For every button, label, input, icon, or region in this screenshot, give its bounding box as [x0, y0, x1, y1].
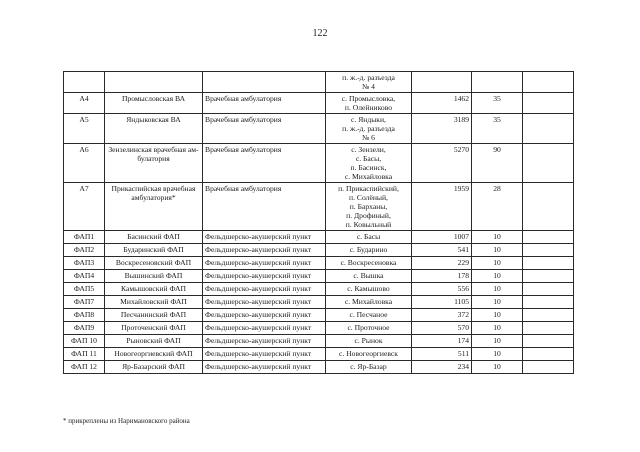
served-places: [326, 270, 412, 283]
served-places-line: № 4: [362, 82, 375, 91]
table-row: [64, 335, 574, 348]
capacity: 10: [472, 296, 523, 309]
served-places-line: с. Промысловка,: [341, 94, 396, 103]
facilities-table: [63, 71, 574, 374]
population: 1959: [412, 183, 472, 231]
facility-name: [105, 361, 203, 374]
facility-type: [203, 72, 326, 93]
facility-name: [105, 244, 203, 257]
capacity: [472, 72, 523, 93]
facility-type: Врачебная амбулатория: [203, 144, 326, 183]
facility-name-line: Басинский ФАП: [127, 232, 180, 241]
facility-type: Фельдшерско-акушерский пункт: [203, 257, 326, 270]
served-places-line: п. ж.-д. разъезда: [342, 73, 395, 82]
facility-code: А6: [64, 144, 105, 183]
served-places-line: с. Бударино: [349, 245, 388, 254]
facility-name-line: Новогеоргиевский ФАП: [114, 349, 193, 358]
table-row: [64, 296, 574, 309]
facility-type: Врачебная амбулатория: [203, 93, 326, 114]
capacity: 35: [472, 114, 523, 144]
facility-name-line: Песчанинский ФАП: [120, 310, 187, 319]
served-places: [326, 93, 412, 114]
population: 1105: [412, 296, 472, 309]
facility-name: [105, 72, 203, 93]
population: 372: [412, 309, 472, 322]
served-places: [326, 296, 412, 309]
facility-code: ФАП 12: [64, 361, 105, 374]
capacity: 10: [472, 231, 523, 244]
served-places-line: п. Солёный,: [349, 193, 388, 202]
facility-name-line: Проточенский ФАП: [121, 323, 186, 332]
population: 174: [412, 335, 472, 348]
facility-name-line: Бударинский ФАП: [123, 245, 184, 254]
empty-cell: [523, 183, 574, 231]
served-places: [326, 183, 412, 231]
table-row: [64, 93, 574, 114]
served-places: [326, 231, 412, 244]
facility-name: [105, 144, 203, 183]
page-number: 122: [312, 28, 328, 39]
table-row: [64, 348, 574, 361]
facility-type: Фельдшерско-акушерский пункт: [203, 244, 326, 257]
empty-cell: [523, 114, 574, 144]
empty-cell: [523, 309, 574, 322]
served-places-line: п. ж.-д. разъезда: [342, 124, 395, 133]
table-row: [64, 231, 574, 244]
facility-name-line: амбулатория*: [131, 193, 176, 202]
table-row: [64, 144, 574, 183]
facility-name: [105, 270, 203, 283]
population: [412, 72, 472, 93]
facility-type: Фельдшерско-акушерский пункт: [203, 335, 326, 348]
served-places-line: № 6: [362, 133, 375, 142]
table-row: [64, 361, 574, 374]
empty-cell: [523, 283, 574, 296]
served-places-line: с. Воскресеновка: [340, 258, 397, 267]
served-places-line: с. Михайловка: [344, 297, 393, 306]
population: 234: [412, 361, 472, 374]
facility-type: Фельдшерско-акушерский пункт: [203, 296, 326, 309]
served-places: [326, 114, 412, 144]
facility-code: ФАП3: [64, 257, 105, 270]
population: 5270: [412, 144, 472, 183]
population: 1462: [412, 93, 472, 114]
facility-code: ФАП 11: [64, 348, 105, 361]
table-row: [64, 257, 574, 270]
population: 178: [412, 270, 472, 283]
empty-cell: [523, 270, 574, 283]
facility-name: [105, 257, 203, 270]
facility-code: ФАП5: [64, 283, 105, 296]
served-places: [326, 322, 412, 335]
empty-cell: [523, 144, 574, 183]
facility-code: А5: [64, 114, 105, 144]
population: 3189: [412, 114, 472, 144]
facility-name-line: Камышовский ФАП: [120, 284, 186, 293]
facility-name-line: Воскресеновский ФАП: [115, 258, 192, 267]
empty-cell: [523, 93, 574, 114]
facility-code: ФАП7: [64, 296, 105, 309]
served-places-line: с. Песчаное: [349, 310, 388, 319]
facility-name: [105, 231, 203, 244]
population: 1007: [412, 231, 472, 244]
capacity: 10: [472, 348, 523, 361]
footnote: * прикреплены из Наримановского района: [63, 417, 190, 425]
facility-name: [105, 348, 203, 361]
served-places-line: п. Прикаспийский,: [338, 184, 399, 193]
served-places: [326, 244, 412, 257]
capacity: 10: [472, 361, 523, 374]
served-places: [326, 348, 412, 361]
facility-name: [105, 93, 203, 114]
capacity: 35: [472, 93, 523, 114]
capacity: 10: [472, 244, 523, 257]
facility-code: ФАП2: [64, 244, 105, 257]
served-places-line: п. Басинск,: [350, 163, 387, 172]
facility-code: ФАП8: [64, 309, 105, 322]
empty-cell: [523, 231, 574, 244]
served-places-line: с. Зензели,: [351, 145, 386, 154]
capacity: 10: [472, 270, 523, 283]
facility-name: [105, 183, 203, 231]
facility-name: [105, 335, 203, 348]
facility-code: ФАП9: [64, 322, 105, 335]
capacity: 28: [472, 183, 523, 231]
facility-type: Врачебная амбулатория: [203, 183, 326, 231]
facility-code: ФАП 10: [64, 335, 105, 348]
facility-name-line: булатория: [137, 154, 170, 163]
facility-name-line: Михайловский ФАП: [120, 297, 187, 306]
facility-code: [64, 72, 105, 93]
population: 229: [412, 257, 472, 270]
served-places: [326, 144, 412, 183]
facility-name-line: Зензелинская врачебная ам-: [108, 145, 199, 154]
facility-code: А4: [64, 93, 105, 114]
facility-type: Фельдшерско-акушерский пункт: [203, 322, 326, 335]
capacity: 10: [472, 283, 523, 296]
capacity: 10: [472, 309, 523, 322]
served-places: [326, 283, 412, 296]
facility-name-line: Рыновский ФАП: [126, 336, 181, 345]
table-row: [64, 114, 574, 144]
capacity: 10: [472, 322, 523, 335]
served-places-line: п. Барханы,: [349, 202, 388, 211]
facility-name-line: Прикаспийская врачебная: [111, 184, 196, 193]
served-places-line: с. Яндыки,: [351, 115, 386, 124]
population: 541: [412, 244, 472, 257]
served-places-line: с. Новогеоргиевск: [339, 349, 398, 358]
empty-cell: [523, 335, 574, 348]
served-places-line: с. Камышово: [347, 284, 390, 293]
served-places: [326, 361, 412, 374]
population: 511: [412, 348, 472, 361]
facility-type: Фельдшерско-акушерский пункт: [203, 361, 326, 374]
capacity: 10: [472, 335, 523, 348]
facility-name-line: Яр-Базарский ФАП: [122, 362, 185, 371]
empty-cell: [523, 257, 574, 270]
served-places-line: с. Яр-Базар: [350, 362, 387, 371]
served-places-line: с. Рынок: [354, 336, 383, 345]
table-row: [64, 270, 574, 283]
empty-cell: [523, 296, 574, 309]
served-places-line: с. Михайловка: [344, 172, 393, 181]
facility-type: Фельдшерско-акушерский пункт: [203, 270, 326, 283]
facility-type: Фельдшерско-акушерский пункт: [203, 309, 326, 322]
table-row: [64, 283, 574, 296]
facility-type: Фельдшерско-акушерский пункт: [203, 283, 326, 296]
population: 570: [412, 322, 472, 335]
facility-name: [105, 296, 203, 309]
served-places: [326, 257, 412, 270]
facility-code: ФАП1: [64, 231, 105, 244]
table-row: [64, 309, 574, 322]
facility-name: [105, 114, 203, 144]
table-row: [64, 72, 574, 93]
facility-name-line: Промысловская ВА: [121, 94, 186, 103]
table-row: [64, 244, 574, 257]
served-places: [326, 335, 412, 348]
facility-name: [105, 309, 203, 322]
served-places-line: с. Басы: [356, 232, 381, 241]
served-places: [326, 72, 412, 93]
served-places-line: с. Проточное: [347, 323, 390, 332]
facility-code: А7: [64, 183, 105, 231]
facility-name: [105, 322, 203, 335]
facility-name-line: Вышинский ФАП: [124, 271, 183, 280]
facility-type: Врачебная амбулатория: [203, 114, 326, 144]
facility-name: [105, 283, 203, 296]
served-places-line: п. Олейниково: [344, 103, 393, 112]
empty-cell: [523, 72, 574, 93]
empty-cell: [523, 322, 574, 335]
facility-code: ФАП4: [64, 270, 105, 283]
served-places-line: с. Басы,: [355, 154, 382, 163]
table-row: [64, 322, 574, 335]
empty-cell: [523, 244, 574, 257]
empty-cell: [523, 361, 574, 374]
served-places: [326, 309, 412, 322]
served-places-line: п. Ковыльный: [345, 220, 392, 229]
empty-cell: [523, 348, 574, 361]
capacity: 90: [472, 144, 523, 183]
capacity: 10: [472, 257, 523, 270]
table-row: [64, 183, 574, 231]
served-places-line: с. Вышка: [353, 271, 384, 280]
facility-type: Фельдшерско-акушерский пункт: [203, 348, 326, 361]
facility-name-line: Яндыковская ВА: [126, 115, 181, 124]
facility-type: Фельдшерско-акушерский пункт: [203, 231, 326, 244]
served-places-line: п. Дрофиный,: [346, 211, 391, 220]
population: 556: [412, 283, 472, 296]
